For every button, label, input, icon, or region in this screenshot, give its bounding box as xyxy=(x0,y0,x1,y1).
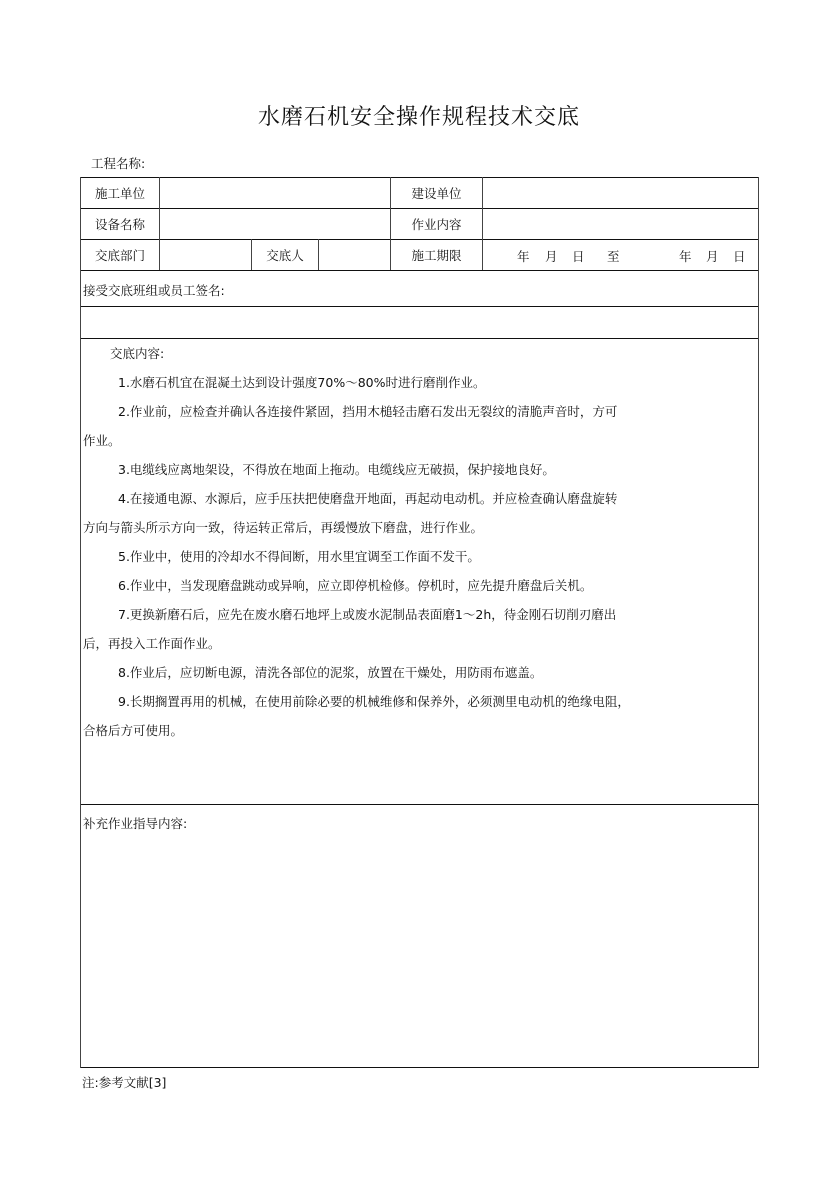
content-line: 3.电缆线应离地架设，不得放在地面上拖动。电缆线应无破损，保护接地良好。 xyxy=(118,462,555,477)
content-line: 6.作业中，当发现磨盘跳动或异响，应立即停机检修。停机时，应先提升磨盘后关机。 xyxy=(118,578,593,593)
period-day-start: 日 xyxy=(572,249,585,264)
content-line: 2.作业前，应检查并确认各连接件紧固，挡用木槌轻击磨石发出无裂纹的清脆声音时，方可 xyxy=(118,404,618,419)
period-month-end: 月 xyxy=(706,249,719,264)
owner-unit-field[interactable] xyxy=(483,178,758,208)
content-line: 5.作业中，使用的冷却水不得间断，用水里宜调至工作面不发干。 xyxy=(118,549,480,564)
content-line: 方向与箭头所示方向一致，待运转正常后，再缓慢放下磨盘，进行作业。 xyxy=(83,520,484,535)
work-content-field[interactable] xyxy=(483,209,758,239)
period-month-start: 月 xyxy=(545,249,558,264)
table-line xyxy=(81,338,759,339)
work-content-label: 作业内容 xyxy=(411,217,462,232)
table-line xyxy=(81,270,759,271)
project-name-label: 工程名称: xyxy=(91,156,146,171)
discloser-label: 交底人 xyxy=(266,248,304,263)
document-title: 水磨石机安全操作规程技术交底 xyxy=(257,105,580,130)
construction-unit-field[interactable] xyxy=(160,178,390,208)
supplement-label: 补充作业指导内容: xyxy=(83,816,188,831)
discloser-field[interactable] xyxy=(319,240,390,270)
equipment-name-label: 设备名称 xyxy=(94,217,145,232)
content-line: 7.更换新磨石后，应先在废水磨石地坪上或废水泥制品表面磨1～2h，待金刚石切削刃磨出 xyxy=(118,607,617,622)
disclosure-dept-field[interactable] xyxy=(160,240,251,270)
period-year-start: 年 xyxy=(517,249,530,264)
signature-label: 接受交底班组或员工签名: xyxy=(83,283,225,298)
disclosure-dept-label: 交底部门 xyxy=(94,248,145,263)
reference-note: 注:参考文献[3] xyxy=(82,1075,167,1090)
table-line xyxy=(758,177,759,1068)
content-line: 9.长期搁置再用的机械，在使用前除必要的机械维修和保养外，必须测里电动机的绝缘电阻， xyxy=(118,694,630,709)
period-day-end: 日 xyxy=(733,249,746,264)
construction-unit-label: 施工单位 xyxy=(94,186,145,201)
table-line xyxy=(81,804,759,805)
period-to: 至 xyxy=(607,249,620,264)
equipment-name-field[interactable] xyxy=(160,209,390,239)
content-line: 后，再投入工作面作业。 xyxy=(83,636,221,651)
construction-period-label: 施工期限 xyxy=(411,248,462,263)
owner-unit-label: 建设单位 xyxy=(411,186,462,201)
content-line: 1.水磨石机宜在混凝土达到设计强度70%～80%时进行磨削作业。 xyxy=(118,375,486,390)
content-line: 8.作业后，应切断电源，清洗各部位的泥浆，放置在干燥处，用防雨布遮盖。 xyxy=(118,665,543,680)
content-line: 作业。 xyxy=(83,433,121,448)
content-line: 4.在接通电源、水源后，应手压扶把使磨盘开地面，再起动电动机。并应检查确认磨盘旋转 xyxy=(118,491,618,506)
signature-field[interactable] xyxy=(81,307,758,338)
content-line: 合格后方可使用。 xyxy=(83,723,184,738)
supplement-field[interactable] xyxy=(81,834,758,1066)
table-line xyxy=(81,1067,759,1068)
period-year-end: 年 xyxy=(679,249,692,264)
content-label: 交底内容: xyxy=(110,346,165,361)
